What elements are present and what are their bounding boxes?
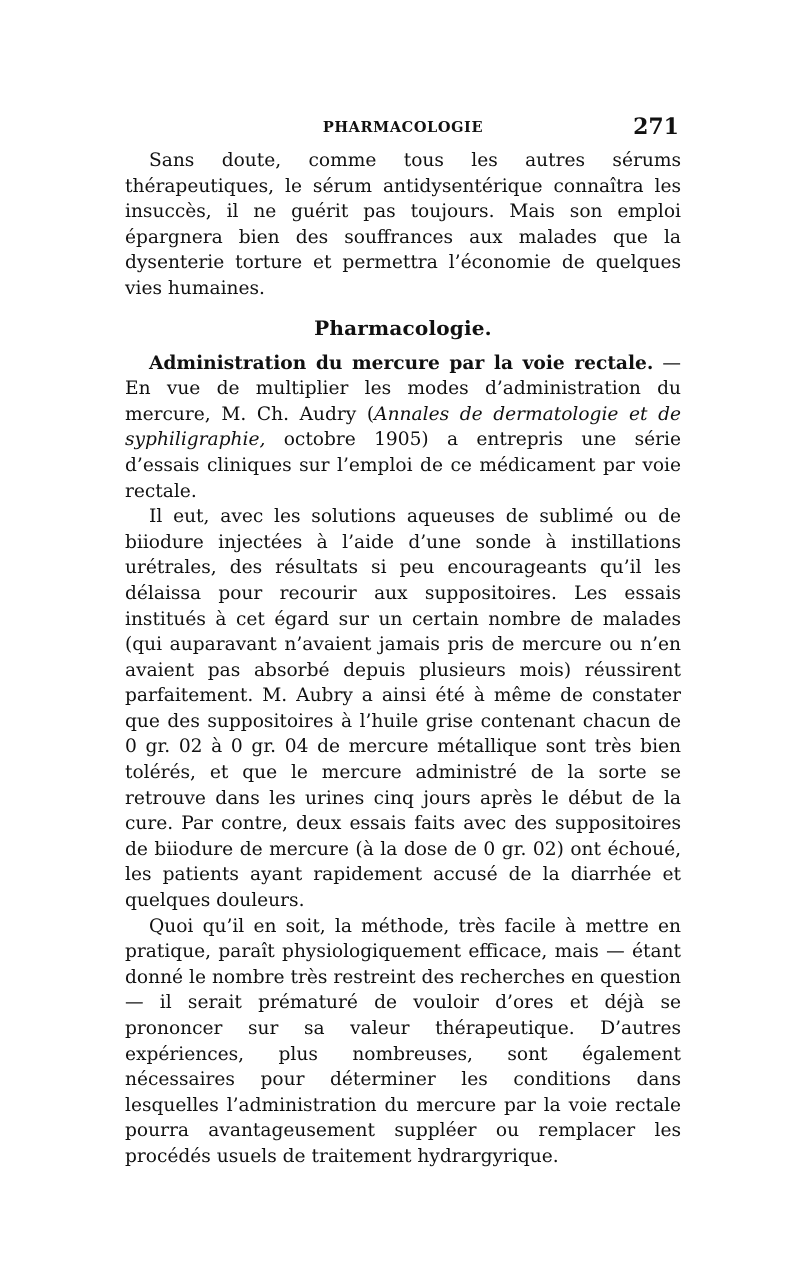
paragraph-administration bbox=[125, 351, 681, 505]
page-number: 271 bbox=[633, 114, 679, 140]
paragraph-text: — En vue de multiplier les modes d’administration du mercure, M. Ch. Audry ( bbox=[125, 352, 681, 425]
paragraph-results: Il eut, avec les solutions aqueuses de sublimé ou de biiodure injectées à l’aide d’une sonde à instillations urétrales, des résultats si peu encourageants qu’il les délaissa pour recourir aux suppositoires. Les essais institués à cet égard sur un certain nombre de malades (qui auparavant n’avaient jamais pris de mercure ou n’en avaient pas absorbé depuis plusieurs mois) réussirent parfaitement. M. Aubry a ainsi été à même de constater que des suppositoires à l’huile grise contenant chacun de 0 gr. 02 à 0 gr. 04 de mercure métallique sont très bien tolérés, et que le mercure administré de la sorte se retrouve dans les urines cinq jours après le début de la cure. Par contre, deux essais faits avec des suppositoires de biiodure de mercure (à la dose de 0 gr. 02) ont échoué, les patients ayant rapidement accusé de la diarrhée et quelques douleurs. bbox=[125, 506, 681, 912]
running-head bbox=[125, 116, 681, 140]
journal-title: Annales de dermatologie et de syphiligraphie, bbox=[125, 403, 681, 451]
paragraph-conclusion: Quoi qu’il en soit, la méthode, très facile à mettre en pratique, paraît physiologiquement efficace, mais — étant donné le nombre très restreint des recherches en question — il serait prématuré de vouloir d’ores et déjà se prononcer sur sa valeur thérapeutique. D’autres expériences, plus nombreuses, sont également nécessaires pour déterminer les conditions dans lesquelles l’administration du mercure par la voie rectale pourra avantageusement suppléer ou remplacer les procédés usuels de traitement hydrargyrique. bbox=[125, 915, 681, 1167]
intro-paragraph: Sans doute, comme tous les autres sérums thérapeutiques, le sérum antidysentérique connaîtra les insuccès, il ne guérit pas toujours. Mais son emploi épargnera bien des souffrances aux malades que la dysenterie torture et permettra l’économie de quelques vies humaines. bbox=[125, 150, 681, 299]
paragraph-text: octobre 1905) a entrepris une série d’essais cliniques sur l’emploi de ce médicament par voie rectale. bbox=[125, 429, 681, 502]
text-block bbox=[125, 148, 681, 1170]
run-in-title: Administration du mercure par la voie rectale. bbox=[149, 352, 654, 374]
section-heading: Pharmacologie. bbox=[314, 315, 492, 340]
running-title: PHARMACOLOGIE bbox=[322, 119, 484, 136]
